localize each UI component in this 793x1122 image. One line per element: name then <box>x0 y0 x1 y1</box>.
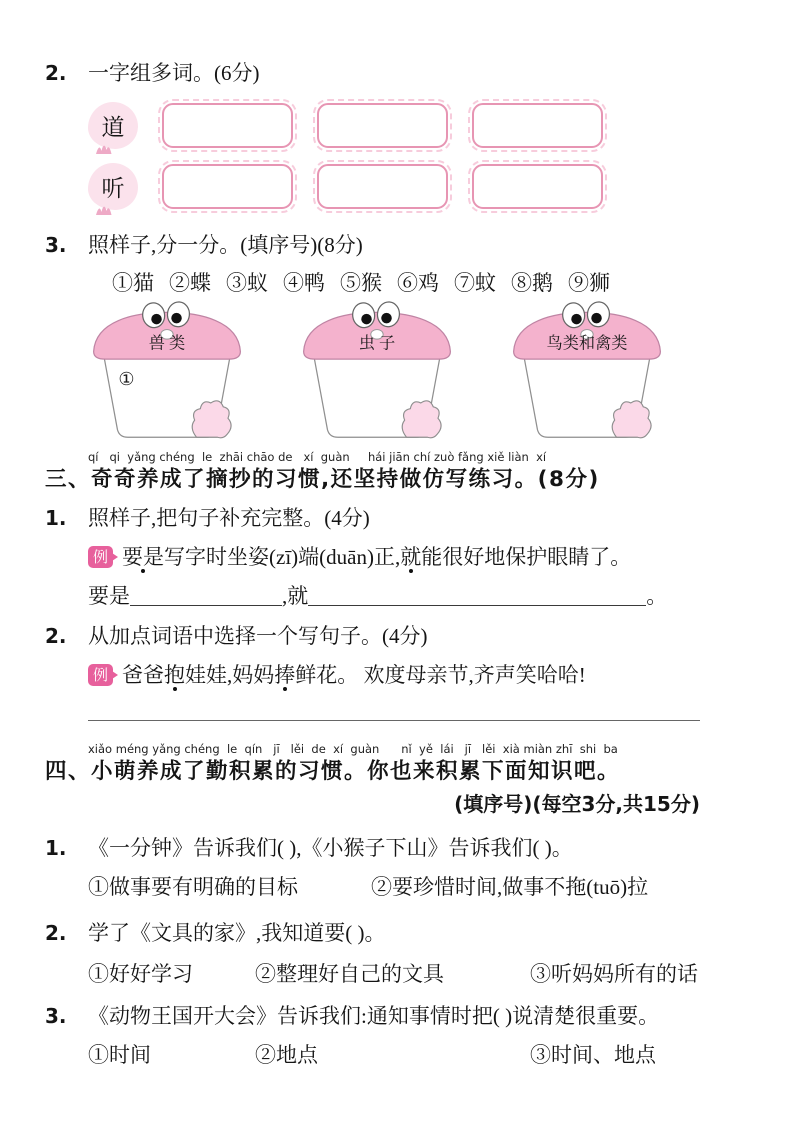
example-text: 娃娃,妈妈 <box>185 663 275 687</box>
fill-prefix: 要是 <box>88 584 130 608</box>
word-box[interactable] <box>317 103 448 148</box>
q2-number: 2. <box>45 61 67 85</box>
section-3-title: 三、奇奇养成了摘抄的习惯,还坚持做仿写练习。(8分) <box>45 467 600 492</box>
section-3-pinyin: qí qi yǎng chéng le zhāi chāo de xí guàn hái jiān chí zuò fǎng xiě liàn xí <box>88 450 547 464</box>
s3q1-title: 照样子,把句子补充完整。(4分) <box>88 506 370 530</box>
section-4 <box>45 743 755 819</box>
option-item[interactable]: ②要珍惜时间,做事不拖(tuō)拉 <box>371 875 649 899</box>
example-text: 能很好地保护眼睛了。 <box>421 545 632 569</box>
s4q2-options <box>88 959 755 989</box>
char-bubble-dao <box>88 102 138 149</box>
section-4-pinyin: xiǎo méng yǎng chéng le qín jī lěi de xí guàn nǐ yě lái jī lěi xià miàn zhī shi ba <box>88 742 618 756</box>
word-row-dao <box>88 102 755 149</box>
animal-item: ③蚁 <box>226 271 268 295</box>
section-q2 <box>45 58 755 210</box>
s3q1-example-text <box>122 541 631 574</box>
basket-label: 兽 类 <box>148 334 186 353</box>
s3q2-example <box>88 659 755 692</box>
baskets <box>86 300 755 443</box>
example-text: 爸爸 <box>122 663 165 687</box>
s3q1-fill-line <box>88 580 755 613</box>
s3q1-head <box>45 503 755 533</box>
q3-title: 照样子,分一分。(填序号)(8分) <box>88 233 363 257</box>
dotted-word: 捧 <box>274 663 296 687</box>
example-text: 写字时坐姿(zī)端(duān)正, <box>164 545 401 569</box>
s4q1-sentence <box>45 833 755 864</box>
char-bubble-ting <box>88 163 138 210</box>
q2-title: 一字组多词。(6分) <box>88 61 260 85</box>
animal-list <box>112 268 755 298</box>
animal-item: ⑨狮 <box>568 271 610 295</box>
q3-number: 3. <box>45 233 67 257</box>
dotted-word: 就 <box>400 545 422 569</box>
basket-beast[interactable] <box>86 300 248 443</box>
s4q3-sentence <box>45 1001 755 1032</box>
animal-item: ⑧鹅 <box>511 271 553 295</box>
fill-blank-1[interactable] <box>130 585 282 606</box>
fill-blank-2[interactable] <box>308 585 646 606</box>
char-ting: 听 <box>101 176 125 201</box>
word-box[interactable] <box>472 164 603 209</box>
s3q2-number: 2. <box>45 624 67 648</box>
q2-head <box>45 58 755 88</box>
s3q1-example <box>88 541 755 574</box>
word-row-ting <box>88 163 755 210</box>
fill-mid: ,就 <box>282 584 309 608</box>
animal-item: ④鸭 <box>283 271 325 295</box>
option-item[interactable]: ②地点 <box>255 1043 318 1067</box>
option-item[interactable]: ①好好学习 <box>88 962 193 986</box>
s3q2-head <box>45 621 755 651</box>
animal-item: ⑤猴 <box>340 271 382 295</box>
basket-label: 虫 子 <box>358 334 396 353</box>
q3-head <box>45 230 755 260</box>
answer-line[interactable] <box>88 720 700 721</box>
s4q3-number: 3. <box>45 1004 67 1028</box>
section-3 <box>45 451 755 495</box>
s4q2-sentence <box>45 918 755 949</box>
basket-bird[interactable] <box>506 300 668 443</box>
s3q1-number: 1. <box>45 506 67 530</box>
s4q1-options <box>88 872 755 902</box>
s4q2-number: 2. <box>45 921 67 945</box>
basket-label: 鸟类和禽类 <box>546 334 628 353</box>
animal-item: ②蝶 <box>169 271 211 295</box>
s4q1-number: 1. <box>45 836 67 860</box>
s4q1-text[interactable]: 《一分钟》告诉我们( ),《小猴子下山》告诉我们( )。 <box>88 836 573 860</box>
s3q2-title: 从加点词语中选择一个写句子。(4分) <box>88 624 428 648</box>
option-item[interactable]: ①做事要有明确的目标 <box>88 875 298 899</box>
fill-end: 。 <box>646 584 668 608</box>
section-4-title: 四、小萌养成了勤积累的习惯。你也来积累下面知识吧。 <box>45 759 621 784</box>
section-q3 <box>45 230 755 443</box>
word-box[interactable] <box>162 164 293 209</box>
basket-insect[interactable] <box>296 300 458 443</box>
s4q2-text[interactable]: 学了《文具的家》,我知道要( )。 <box>88 921 386 945</box>
option-item[interactable]: ①时间 <box>88 1043 151 1067</box>
option-item[interactable]: ②整理好自己的文具 <box>255 962 444 986</box>
word-box[interactable] <box>472 103 603 148</box>
dotted-word: 要是 <box>122 545 165 569</box>
s3q2-example-text <box>122 659 586 692</box>
grass-icon <box>95 203 119 215</box>
score-note: (填序号)(每空3分,共15分) <box>454 792 700 816</box>
example-badge: 例 <box>88 664 113 686</box>
example-badge: 例 <box>88 546 113 568</box>
s4q3-text[interactable]: 《动物王国开大会》告诉我们:通知事情时把( )说清楚很重要。 <box>88 1004 660 1028</box>
animal-item: ⑦蚊 <box>454 271 496 295</box>
animal-item: ①猫 <box>112 271 154 295</box>
example-text: 鲜花。 欢度母亲节,齐声笑哈哈! <box>295 663 586 687</box>
char-dao: 道 <box>101 115 125 140</box>
grass-icon <box>95 142 119 154</box>
dotted-word: 抱 <box>164 663 186 687</box>
word-box[interactable] <box>162 103 293 148</box>
word-rows <box>88 102 755 210</box>
s4q3-options <box>88 1040 755 1070</box>
option-item[interactable]: ③听妈妈所有的话 <box>530 962 698 986</box>
option-item[interactable]: ③时间、地点 <box>530 1043 656 1067</box>
animal-item: ⑥鸡 <box>397 271 439 295</box>
word-box[interactable] <box>317 164 448 209</box>
basket-answer[interactable]: ① <box>118 368 135 389</box>
